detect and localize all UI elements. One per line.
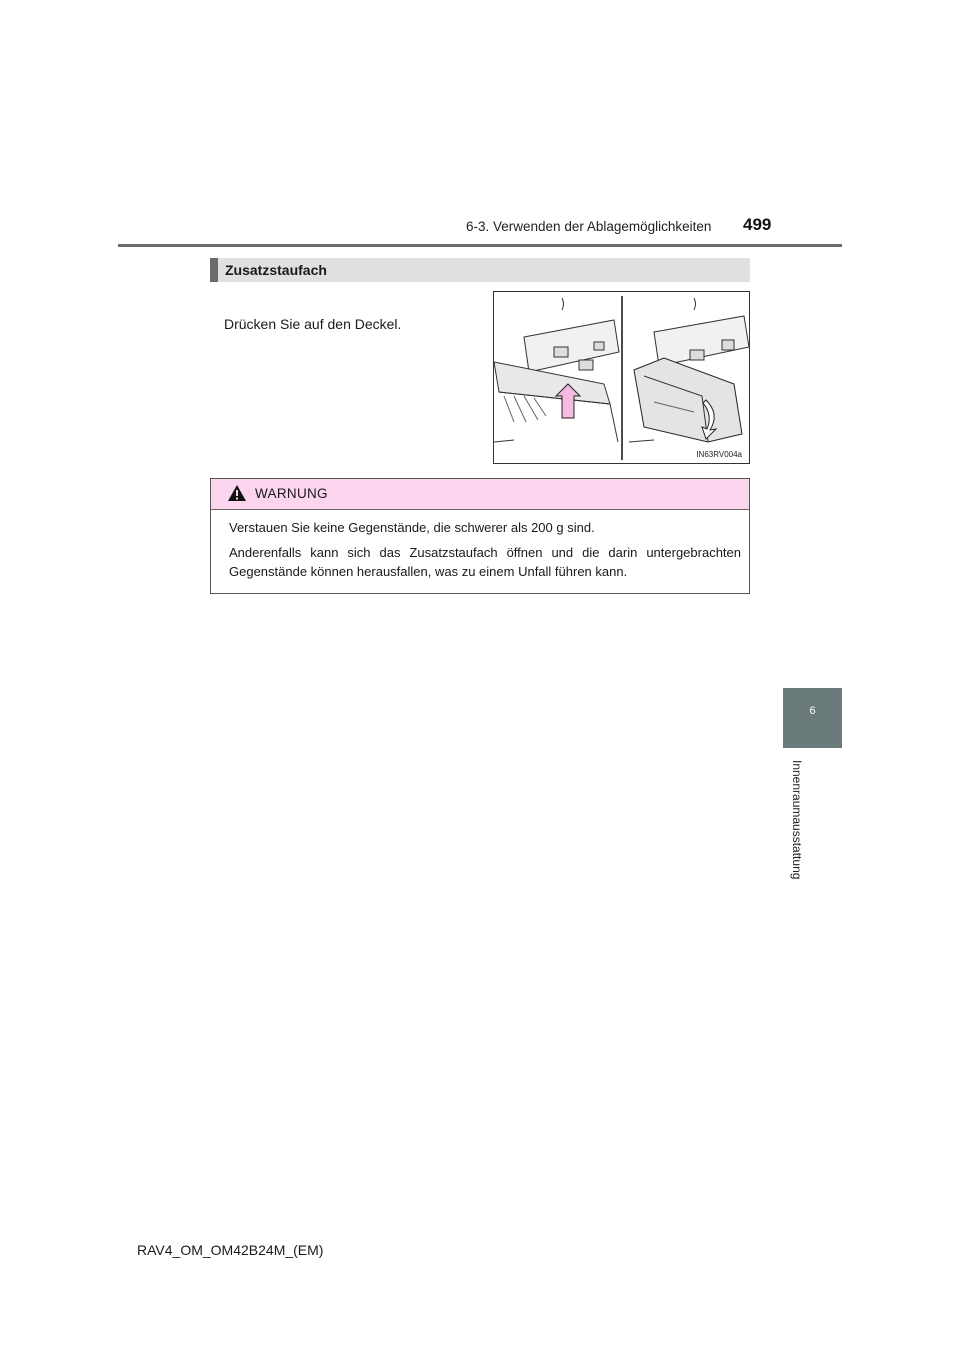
warning-header — [211, 479, 749, 510]
chapter-tab — [783, 688, 842, 748]
warning-body — [229, 518, 741, 587]
running-header-title: 6-3. Verwenden der Ablagemöglichkeiten — [466, 219, 712, 234]
warning-triangle-icon — [227, 484, 247, 502]
header-rule — [118, 244, 842, 247]
section-heading: Zusatzstaufach — [225, 262, 327, 278]
figure-code: IN63RV004a — [696, 450, 742, 459]
section-heading-accent — [210, 258, 218, 282]
warning-box — [210, 478, 750, 594]
chapter-label: Innenraumausstattung — [790, 760, 804, 880]
warning-paragraph: Anderenfalls kann sich das Zusatzstaufach öffnen und die darin untergebrachten Gegenstände können herausfallen, was zu einem Unfall führen kann. — [229, 545, 741, 579]
warning-title: WARNUNG — [255, 486, 328, 501]
storage-box-illustration — [493, 291, 750, 464]
illustration-drawing — [494, 292, 749, 463]
footer-doc-code: RAV4_OM_OM42B24M_(EM) — [137, 1242, 324, 1258]
warning-paragraph: Verstauen Sie keine Gegenstände, die schwerer als 200 g sind. — [229, 520, 595, 535]
instruction-text: Drücken Sie auf den Deckel. — [224, 316, 402, 332]
page-number: 499 — [743, 215, 772, 234]
chapter-number: 6 — [809, 705, 816, 717]
section-heading-bar — [210, 258, 750, 282]
